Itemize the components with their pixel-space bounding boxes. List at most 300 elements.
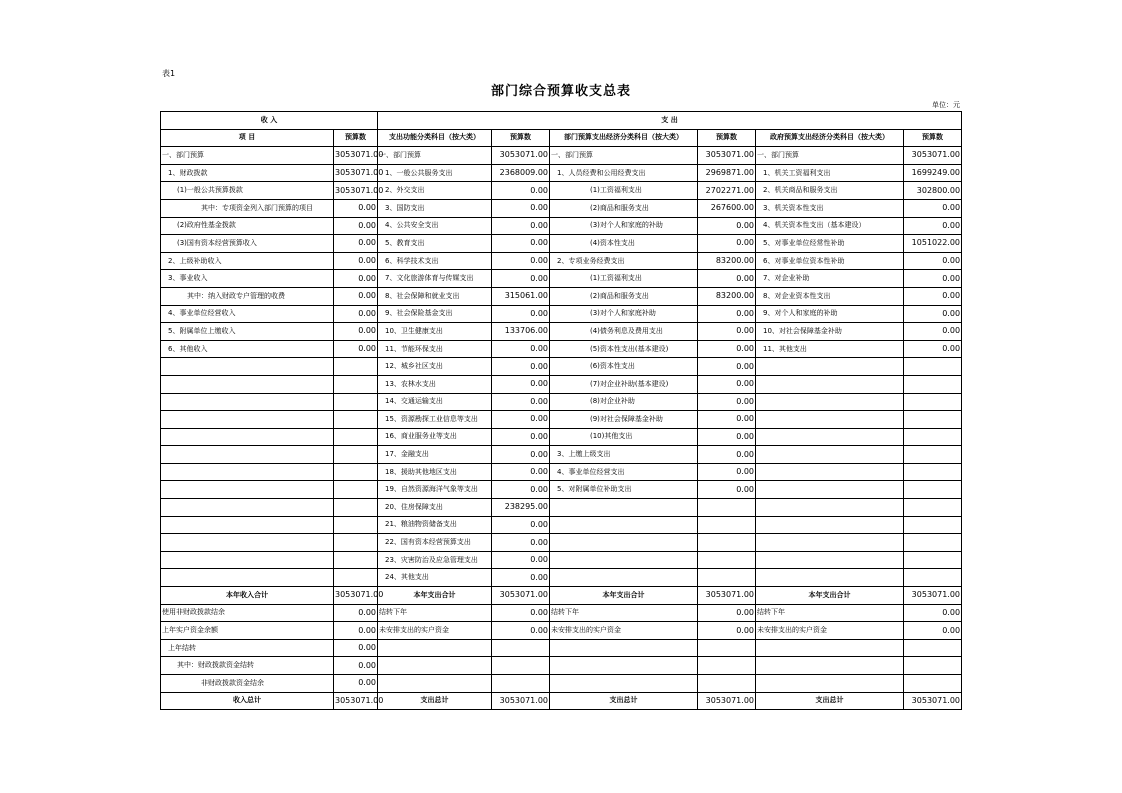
budget-amount-cell: 0.00: [334, 252, 378, 270]
budget-amount-cell: 0.00: [698, 604, 756, 622]
budget-amount-cell: [334, 446, 378, 464]
budget-amount-cell: 0.00: [904, 287, 962, 305]
budget-amount-cell: 0.00: [492, 463, 550, 481]
table-row: [161, 675, 962, 693]
budget-amount-cell: 0.00: [904, 270, 962, 288]
item-name-cell: 本年收入合计: [161, 587, 334, 605]
budget-amount-cell: [698, 534, 756, 552]
budget-amount-cell: [698, 499, 756, 517]
item-name-cell: [756, 481, 904, 499]
budget-amount-cell: 3053071.00: [334, 182, 378, 200]
item-name-cell: 23、灾害防治及应急管理支出: [378, 551, 492, 569]
item-name-cell: 本年支出合计: [756, 587, 904, 605]
budget-amount-cell: 0.00: [334, 235, 378, 253]
table-row: [161, 534, 962, 552]
budget-amount-cell: [334, 481, 378, 499]
budget-amount-cell: 3053071.00: [492, 147, 550, 165]
item-name-cell: 6、对事业单位资本性补助: [756, 252, 904, 270]
item-name-cell: 18、援助其他地区支出: [378, 463, 492, 481]
budget-amount-cell: [904, 516, 962, 534]
budget-amount-cell: 0.00: [492, 358, 550, 376]
table-number: 表1: [162, 69, 176, 78]
budget-amount-cell: 3053071.00: [698, 147, 756, 165]
item-name-cell: 4、机关资本性支出（基本建设）: [756, 217, 904, 235]
budget-amount-cell: 133706.00: [492, 323, 550, 341]
budget-amount-cell: 0.00: [492, 604, 550, 622]
item-name-cell: 5、对附属单位补助支出: [550, 481, 698, 499]
budget-amount-cell: 0.00: [698, 340, 756, 358]
item-name-cell: 6、其他收入: [161, 340, 334, 358]
page-title: 部门综合预算收支总表: [490, 84, 631, 99]
item-name-cell: [161, 375, 334, 393]
item-name-cell: [161, 551, 334, 569]
table-row: [161, 340, 962, 358]
item-name-cell: 12、城乡社区支出: [378, 358, 492, 376]
item-name-cell: (1)工资福利支出: [550, 182, 698, 200]
item-name-cell: 7、对企业补助: [756, 270, 904, 288]
budget-amount-cell: 0.00: [698, 358, 756, 376]
budget-amount-cell: 0.00: [334, 199, 378, 217]
budget-amount-cell: 0.00: [492, 516, 550, 534]
budget-amount-cell: 3053071.00: [334, 164, 378, 182]
col-header-budget: 预算数: [698, 129, 756, 147]
item-name-cell: [161, 446, 334, 464]
budget-amount-cell: [904, 428, 962, 446]
budget-amount-cell: [904, 481, 962, 499]
budget-amount-cell: 0.00: [492, 551, 550, 569]
budget-amount-cell: [334, 375, 378, 393]
budget-amount-cell: [334, 569, 378, 587]
budget-amount-cell: [904, 463, 962, 481]
table-row: [161, 516, 962, 534]
item-name-cell: 其中：专项资金列入部门预算的项目: [161, 199, 334, 217]
item-name-cell: [756, 569, 904, 587]
item-name-cell: 2、上级补助收入: [161, 252, 334, 270]
budget-amount-cell: 1051022.00: [904, 235, 962, 253]
budget-amount-cell: 0.00: [698, 375, 756, 393]
item-name-cell: 8、社会保障和就业支出: [378, 287, 492, 305]
budget-amount-cell: 0.00: [492, 534, 550, 552]
item-name-cell: [756, 375, 904, 393]
item-name-cell: (7)对企业补助(基本建设): [550, 375, 698, 393]
budget-amount-cell: [334, 358, 378, 376]
item-name-cell: [550, 551, 698, 569]
expense-header: 支 出: [378, 112, 962, 130]
budget-amount-cell: 0.00: [492, 252, 550, 270]
item-name-cell: (8)对企业补助: [550, 393, 698, 411]
budget-amount-cell: 0.00: [334, 270, 378, 288]
table-row: [161, 147, 962, 165]
budget-amount-cell: [334, 499, 378, 517]
budget-amount-cell: 0.00: [492, 622, 550, 640]
table-row: [161, 499, 962, 517]
item-name-cell: 结转下年: [550, 604, 698, 622]
budget-amount-cell: 0.00: [698, 428, 756, 446]
budget-amount-cell: 2368009.00: [492, 164, 550, 182]
budget-amount-cell: [904, 446, 962, 464]
budget-amount-cell: [698, 516, 756, 534]
item-name-cell: (1)一般公共预算拨款: [161, 182, 334, 200]
item-name-cell: 本年支出合计: [550, 587, 698, 605]
item-name-cell: 1、一般公共服务支出: [378, 164, 492, 182]
item-name-cell: [756, 516, 904, 534]
budget-amount-cell: 267600.00: [698, 199, 756, 217]
item-name-cell: 17、金融支出: [378, 446, 492, 464]
income-header: 收 入: [161, 112, 378, 130]
table-row: [161, 622, 962, 640]
item-name-cell: [161, 393, 334, 411]
table-row: [161, 551, 962, 569]
table-row: [161, 375, 962, 393]
item-name-cell: 13、农林水支出: [378, 375, 492, 393]
item-name-cell: 11、节能环保支出: [378, 340, 492, 358]
item-name-cell: (2)商品和服务支出: [550, 199, 698, 217]
table-row: [161, 199, 962, 217]
table-row: [161, 270, 962, 288]
item-name-cell: (3)国有资本经营预算收入: [161, 235, 334, 253]
budget-amount-cell: 0.00: [904, 604, 962, 622]
budget-amount-cell: [334, 463, 378, 481]
item-name-cell: 24、其他支出: [378, 569, 492, 587]
item-name-cell: 1、机关工资福利支出: [756, 164, 904, 182]
item-name-cell: [756, 639, 904, 657]
item-name-cell: 未安排支出的实户资金: [756, 622, 904, 640]
budget-amount-cell: [334, 516, 378, 534]
item-name-cell: (10)其他支出: [550, 428, 698, 446]
budget-amount-cell: [904, 411, 962, 429]
item-name-cell: 一、部门预算: [550, 147, 698, 165]
item-name-cell: (6)资本性支出: [550, 358, 698, 376]
budget-amount-cell: [334, 411, 378, 429]
item-name-cell: 支出总计: [550, 692, 698, 710]
col-header-budget: 预算数: [904, 129, 962, 147]
item-name-cell: 3、国防支出: [378, 199, 492, 217]
budget-amount-cell: 0.00: [492, 340, 550, 358]
budget-amount-cell: [334, 428, 378, 446]
budget-amount-cell: 0.00: [904, 622, 962, 640]
table-row: [161, 481, 962, 499]
item-name-cell: [378, 639, 492, 657]
item-name-cell: [756, 551, 904, 569]
item-name-cell: 14、交通运输支出: [378, 393, 492, 411]
item-name-cell: 9、对个人和家庭的补助: [756, 305, 904, 323]
table-row: [161, 463, 962, 481]
budget-amount-cell: [698, 639, 756, 657]
budget-amount-cell: 2969871.00: [698, 164, 756, 182]
budget-amount-cell: 0.00: [698, 305, 756, 323]
budget-amount-cell: 3053071.00: [698, 587, 756, 605]
budget-amount-cell: [698, 657, 756, 675]
budget-amount-cell: 0.00: [492, 569, 550, 587]
item-name-cell: [161, 411, 334, 429]
item-name-cell: 16、商业服务业等支出: [378, 428, 492, 446]
item-name-cell: [161, 569, 334, 587]
budget-amount-cell: 0.00: [492, 305, 550, 323]
budget-amount-cell: 0.00: [492, 270, 550, 288]
table-row: [161, 411, 962, 429]
item-name-cell: 1、人员经费和公用经费支出: [550, 164, 698, 182]
item-name-cell: 15、资源勘探工业信息等支出: [378, 411, 492, 429]
item-name-cell: 支出总计: [378, 692, 492, 710]
item-name-cell: [756, 675, 904, 693]
item-name-cell: [161, 534, 334, 552]
col-header-func-class: 支出功能分类科目（按大类）: [378, 129, 492, 147]
budget-amount-cell: [698, 569, 756, 587]
item-name-cell: (1)工资福利支出: [550, 270, 698, 288]
budget-amount-cell: 0.00: [904, 199, 962, 217]
budget-amount-cell: [492, 657, 550, 675]
item-name-cell: [161, 499, 334, 517]
item-name-cell: [756, 657, 904, 675]
budget-amount-cell: 0.00: [698, 270, 756, 288]
item-name-cell: 3、上缴上级支出: [550, 446, 698, 464]
item-name-cell: 22、国有资本经营预算支出: [378, 534, 492, 552]
table-row: [161, 287, 962, 305]
item-name-cell: 上年实户资金余额: [161, 622, 334, 640]
item-name-cell: 上年结转: [161, 639, 334, 657]
budget-amount-cell: 2702271.00: [698, 182, 756, 200]
item-name-cell: [161, 358, 334, 376]
item-name-cell: [161, 481, 334, 499]
budget-amount-cell: [904, 499, 962, 517]
budget-amount-cell: [904, 551, 962, 569]
budget-amount-cell: 0.00: [334, 604, 378, 622]
budget-amount-cell: 0.00: [698, 463, 756, 481]
budget-amount-cell: [334, 551, 378, 569]
budget-amount-cell: [904, 569, 962, 587]
budget-amount-cell: [698, 551, 756, 569]
budget-amount-cell: [904, 358, 962, 376]
budget-amount-cell: 3053071.00: [904, 587, 962, 605]
budget-amount-cell: 3053071.00: [904, 692, 962, 710]
budget-amount-cell: 0.00: [334, 657, 378, 675]
budget-amount-cell: 0.00: [698, 411, 756, 429]
item-name-cell: 一、部门预算: [756, 147, 904, 165]
item-name-cell: (4)债务利息及费用支出: [550, 323, 698, 341]
item-name-cell: [378, 657, 492, 675]
item-name-cell: (9)对社会保障基金补助: [550, 411, 698, 429]
item-name-cell: 4、事业单位经营收入: [161, 305, 334, 323]
item-name-cell: [161, 428, 334, 446]
item-name-cell: 其中：财政拨款资金结转: [161, 657, 334, 675]
item-name-cell: (3)对个人和家庭补助: [550, 305, 698, 323]
item-name-cell: [550, 499, 698, 517]
item-name-cell: [550, 675, 698, 693]
table-row: [161, 235, 962, 253]
table-row: [161, 305, 962, 323]
budget-amount-cell: 0.00: [492, 428, 550, 446]
item-name-cell: [756, 499, 904, 517]
table-row: [161, 587, 962, 605]
budget-summary-table: [160, 111, 962, 710]
budget-amount-cell: 0.00: [698, 481, 756, 499]
table-row: [161, 358, 962, 376]
item-name-cell: [550, 639, 698, 657]
item-name-cell: [756, 446, 904, 464]
table-row: [161, 428, 962, 446]
budget-amount-cell: 0.00: [698, 235, 756, 253]
budget-amount-cell: 0.00: [492, 182, 550, 200]
budget-amount-cell: 302800.00: [904, 182, 962, 200]
table-row: [161, 323, 962, 341]
budget-amount-cell: 3053071.00: [334, 147, 378, 165]
item-name-cell: [378, 675, 492, 693]
budget-amount-cell: [492, 639, 550, 657]
budget-amount-cell: 0.00: [334, 323, 378, 341]
budget-amount-cell: [904, 393, 962, 411]
budget-amount-cell: [492, 675, 550, 693]
item-name-cell: 其中：纳入财政专户管理的收费: [161, 287, 334, 305]
item-name-cell: 2、外交支出: [378, 182, 492, 200]
item-name-cell: [550, 657, 698, 675]
budget-amount-cell: [334, 393, 378, 411]
budget-amount-cell: 0.00: [904, 217, 962, 235]
budget-amount-cell: 83200.00: [698, 252, 756, 270]
budget-amount-cell: [904, 639, 962, 657]
budget-amount-cell: 0.00: [334, 639, 378, 657]
budget-amount-cell: 3053071.00: [492, 692, 550, 710]
budget-amount-cell: [904, 675, 962, 693]
item-name-cell: 4、事业单位经营支出: [550, 463, 698, 481]
item-name-cell: [550, 569, 698, 587]
item-name-cell: 21、粮油物资储备支出: [378, 516, 492, 534]
item-name-cell: 收入总计: [161, 692, 334, 710]
item-name-cell: 本年支出合计: [378, 587, 492, 605]
budget-amount-cell: 0.00: [334, 675, 378, 693]
item-name-cell: 4、公共安全支出: [378, 217, 492, 235]
item-name-cell: 2、机关商品和服务支出: [756, 182, 904, 200]
col-header-dept-econ-class: 部门预算支出经济分类科目（按大类）: [550, 129, 698, 147]
budget-amount-cell: [904, 657, 962, 675]
budget-amount-cell: [904, 534, 962, 552]
item-name-cell: 9、社会保险基金支出: [378, 305, 492, 323]
budget-amount-cell: 0.00: [492, 217, 550, 235]
table-row: [161, 164, 962, 182]
budget-amount-cell: 3053071.00: [334, 692, 378, 710]
item-name-cell: [550, 534, 698, 552]
budget-amount-cell: 0.00: [492, 393, 550, 411]
budget-amount-cell: 3053071.00: [904, 147, 962, 165]
item-name-cell: 5、附属单位上缴收入: [161, 323, 334, 341]
budget-amount-cell: 3053071.00: [334, 587, 378, 605]
table-row: [161, 182, 962, 200]
item-name-cell: (2)商品和服务支出: [550, 287, 698, 305]
item-name-cell: (4)资本性支出: [550, 235, 698, 253]
budget-amount-cell: 0.00: [904, 305, 962, 323]
item-name-cell: 1、财政拨款: [161, 164, 334, 182]
budget-amount-cell: 0.00: [334, 287, 378, 305]
table-row: [161, 639, 962, 657]
item-name-cell: 未安排支出的实户资金: [550, 622, 698, 640]
budget-amount-cell: 238295.00: [492, 499, 550, 517]
item-name-cell: (3)对个人和家庭的补助: [550, 217, 698, 235]
budget-amount-cell: 0.00: [334, 217, 378, 235]
item-name-cell: 19、自然资源海洋气象等支出: [378, 481, 492, 499]
item-name-cell: (5)资本性支出(基本建设): [550, 340, 698, 358]
item-name-cell: 20、住房保障支出: [378, 499, 492, 517]
budget-amount-cell: 0.00: [698, 393, 756, 411]
budget-amount-cell: 0.00: [334, 622, 378, 640]
budget-amount-cell: [698, 675, 756, 693]
budget-amount-cell: 0.00: [698, 323, 756, 341]
item-name-cell: 支出总计: [756, 692, 904, 710]
budget-amount-cell: 3053071.00: [492, 587, 550, 605]
budget-amount-cell: 0.00: [698, 622, 756, 640]
col-header-item: 项 目: [161, 129, 334, 147]
budget-amount-cell: 3053071.00: [698, 692, 756, 710]
item-name-cell: 非财政拨款资金结余: [161, 675, 334, 693]
budget-amount-cell: 0.00: [904, 252, 962, 270]
budget-amount-cell: 0.00: [698, 446, 756, 464]
item-name-cell: 结转下年: [756, 604, 904, 622]
budget-amount-cell: 0.00: [334, 340, 378, 358]
budget-amount-cell: 0.00: [698, 217, 756, 235]
budget-amount-cell: 0.00: [904, 323, 962, 341]
item-name-cell: 一、部门预算: [161, 147, 334, 165]
table-row: [161, 657, 962, 675]
item-name-cell: [756, 393, 904, 411]
item-name-cell: [756, 534, 904, 552]
table-row: [161, 217, 962, 235]
item-name-cell: [550, 516, 698, 534]
item-name-cell: 5、对事业单位经常性补助: [756, 235, 904, 253]
budget-amount-cell: 0.00: [492, 481, 550, 499]
budget-amount-cell: [904, 375, 962, 393]
item-name-cell: 10、对社会保障基金补助: [756, 323, 904, 341]
table-row: [161, 604, 962, 622]
item-name-cell: 5、教育支出: [378, 235, 492, 253]
col-header-budget: 预算数: [334, 129, 378, 147]
item-name-cell: 8、对企业资本性支出: [756, 287, 904, 305]
table-row: [161, 692, 962, 710]
item-name-cell: 使用非财政拨款结余: [161, 604, 334, 622]
budget-amount-cell: 315061.00: [492, 287, 550, 305]
budget-amount-cell: 0.00: [492, 199, 550, 217]
item-name-cell: [161, 516, 334, 534]
item-name-cell: 7、文化旅游体育与传媒支出: [378, 270, 492, 288]
budget-amount-cell: 0.00: [492, 446, 550, 464]
budget-amount-cell: 1699249.00: [904, 164, 962, 182]
item-name-cell: 3、事业收入: [161, 270, 334, 288]
budget-amount-cell: 83200.00: [698, 287, 756, 305]
item-name-cell: [756, 358, 904, 376]
table-row: [161, 446, 962, 464]
budget-amount-cell: 0.00: [904, 340, 962, 358]
item-name-cell: 2、专项业务经费支出: [550, 252, 698, 270]
item-name-cell: 结转下年: [378, 604, 492, 622]
table-row: [161, 252, 962, 270]
table-row: [161, 393, 962, 411]
table-row: [161, 569, 962, 587]
item-name-cell: (2)政府性基金拨款: [161, 217, 334, 235]
budget-amount-cell: 0.00: [492, 235, 550, 253]
budget-amount-cell: 0.00: [492, 375, 550, 393]
budget-amount-cell: [334, 534, 378, 552]
item-name-cell: [161, 463, 334, 481]
item-name-cell: [756, 411, 904, 429]
item-name-cell: 一、部门预算: [378, 147, 492, 165]
item-name-cell: 未安排支出的实户资金: [378, 622, 492, 640]
item-name-cell: [756, 428, 904, 446]
col-header-budget: 预算数: [492, 129, 550, 147]
item-name-cell: 3、机关资本性支出: [756, 199, 904, 217]
budget-amount-cell: 0.00: [334, 305, 378, 323]
col-header-gov-econ-class: 政府预算支出经济分类科目（按大类）: [756, 129, 904, 147]
item-name-cell: 10、卫生健康支出: [378, 323, 492, 341]
item-name-cell: 6、科学技术支出: [378, 252, 492, 270]
item-name-cell: [756, 463, 904, 481]
budget-amount-cell: 0.00: [492, 411, 550, 429]
